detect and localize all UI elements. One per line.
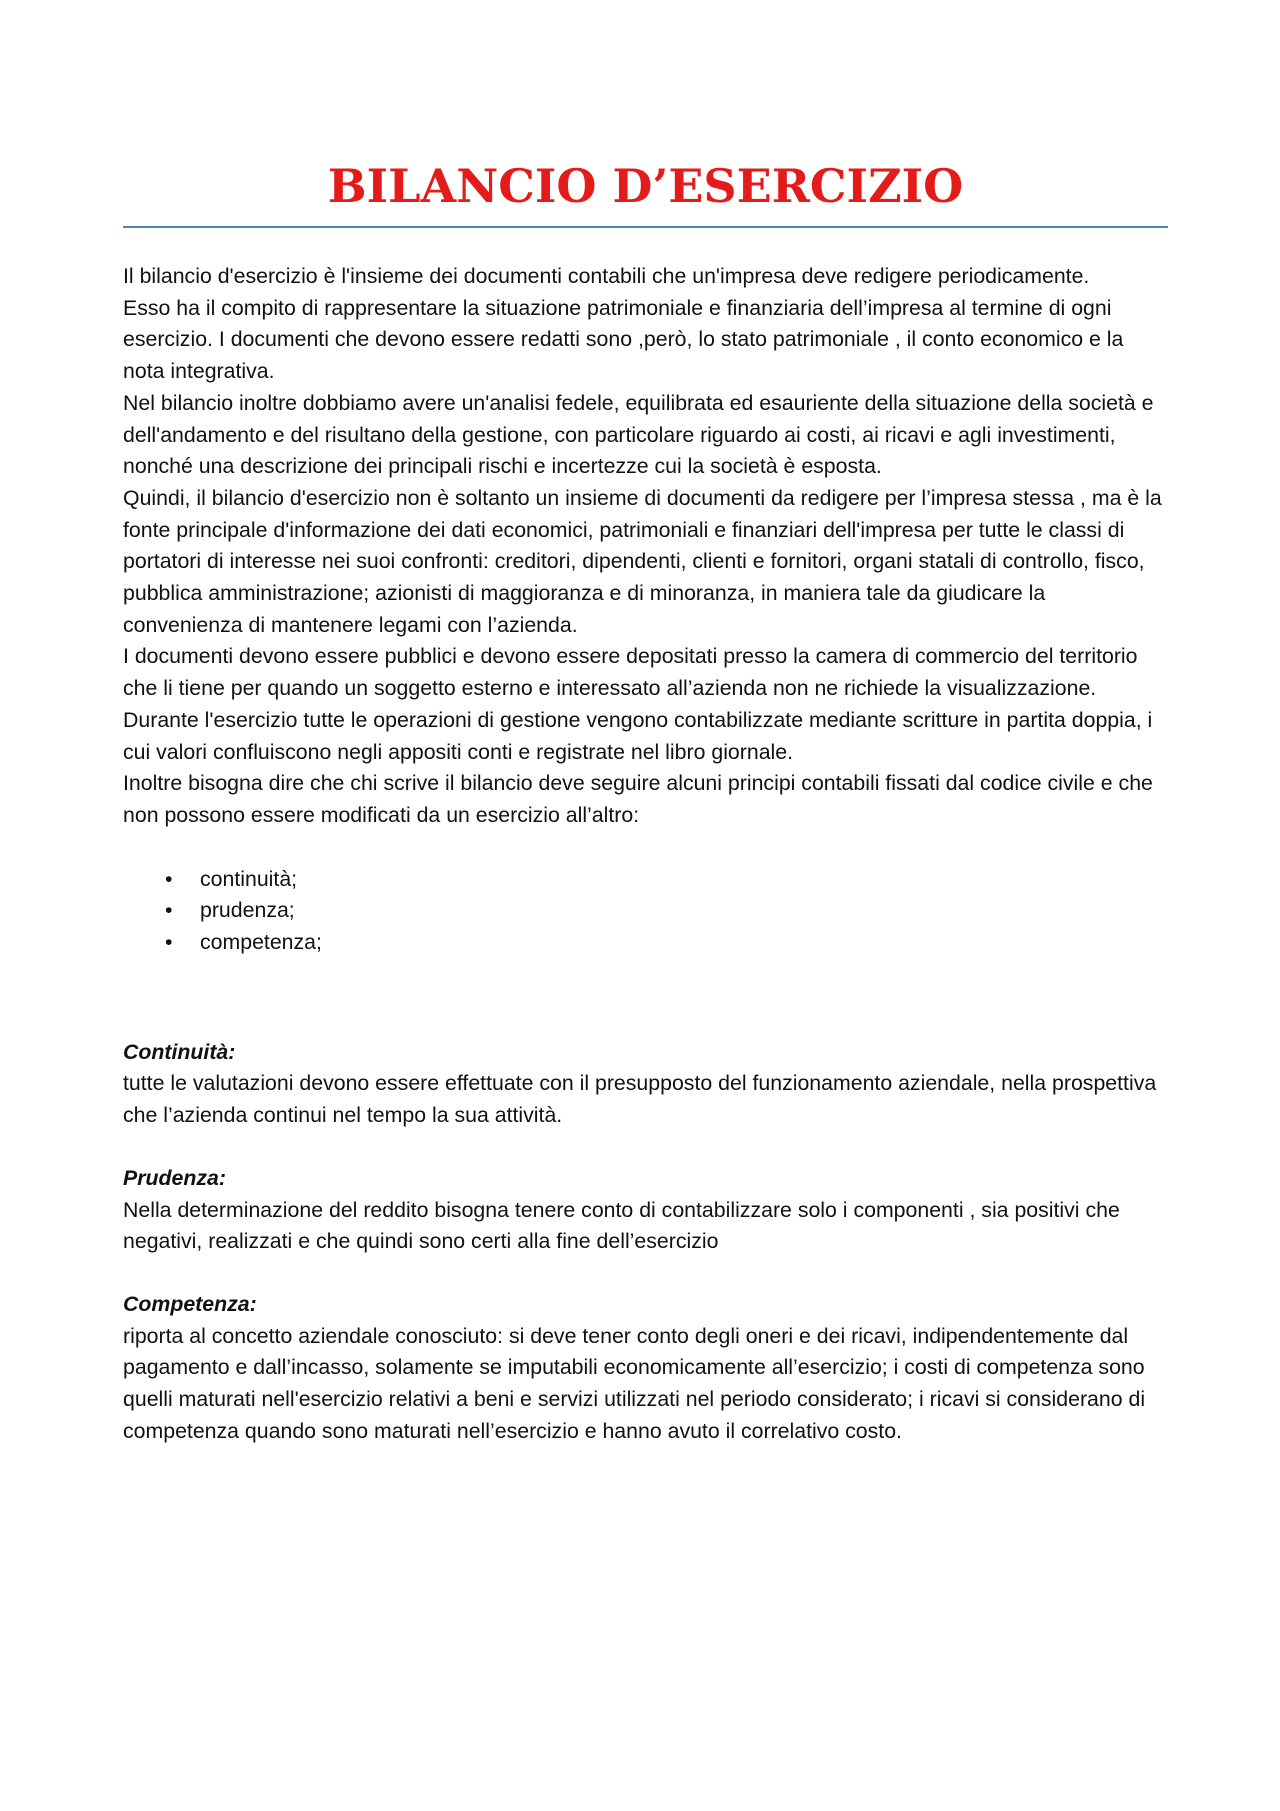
section-heading: Competenza:: [123, 1291, 257, 1316]
principles-list: [123, 864, 1168, 959]
list-item: [123, 864, 1168, 896]
bullet-icon: •: [165, 930, 173, 955]
section-heading: Continuità:: [123, 1039, 236, 1064]
document-title: BILANCIO D’ESERCIZIO: [123, 158, 1168, 228]
paragraph: Quindi, il bilancio d'esercizio non è soltanto un insieme di documenti da redigere per l’impresa stessa , ma è la fonte principale d'informazione dei dati economici, patrimoniali e finanziari dell'impresa per tutte le classi di portatori di interesse nei suoi confronti: creditori, dipendenti, clienti e fornitori, organi statali di controllo, fisco, pubblica amministrazione; azionisti di maggioranza e di minoranza, in maniera tale da giudicare la convenienza di mantenere legami con l’azienda.: [123, 485, 1162, 637]
section-competenza: [123, 1289, 1168, 1448]
paragraph: I documenti devono essere pubblici e devono essere depositati presso la camera di commercio del territorio che li tiene per quando un soggetto esterno e interessato all’azienda non ne richiede la visualizzazione.: [123, 644, 1138, 701]
paragraph: Il bilancio d'esercizio è l'insieme dei documenti contabili che un'impresa deve redigere periodicamente.: [123, 264, 1090, 288]
section-prudenza: [123, 1163, 1168, 1258]
section-continuita: [123, 1037, 1168, 1132]
list-item: [123, 895, 1168, 927]
paragraph: Inoltre bisogna dire che chi scrive il bilancio deve seguire alcuni principi contabili fissati dal codice civile e che non possono essere modificati da un esercizio all’altro:: [123, 771, 1153, 827]
list-item-label: prudenza;: [200, 898, 295, 923]
list-item: [123, 927, 1168, 959]
paragraph: Durante l'esercizio tutte le operazioni di gestione vengono contabilizzate mediante scritture in partita doppia, i cui valori confluiscono negli appositi conti e registrate nel libro giornale.: [123, 707, 1153, 764]
document-content: [123, 158, 1168, 1448]
section-heading: Prudenza:: [123, 1165, 226, 1190]
section-text: tutte le valutazioni devono essere effettuate con il presupposto del funzionamento aziendale, nella prospettiva che l’azienda continui nel tempo la sua attività.: [123, 1071, 1157, 1128]
section-text: riporta al concetto aziendale conosciuto: si deve tener conto degli oneri e dei ricavi, indipendentemente dal pagamento e dall’incasso, solamente se imputabili economicamente all’esercizio; i costi di competenza sono quelli maturati nell'esercizio relativi a beni e servizi utilizzati nel periodo considerato; i ricavi si considerano di competenza quando sono maturati nell’esercizio e hanno avuto il correlativo costo.: [123, 1323, 1146, 1443]
bullet-icon: •: [165, 866, 173, 891]
paragraph: Esso ha il compito di rappresentare la situazione patrimoniale e finanziaria dell’impresa al termine di ogni esercizio. I documenti che devono essere redatti sono ,però, lo stato patrimoniale , il conto economico e la nota integrativa.: [123, 295, 1124, 384]
list-item-label: continuità;: [200, 866, 298, 891]
bullet-icon: •: [165, 898, 173, 923]
document-body: [123, 261, 1168, 1448]
list-item-label: competenza;: [200, 930, 322, 955]
paragraph: Nel bilancio inoltre dobbiamo avere un'analisi fedele, equilibrata ed esauriente della situazione della società e dell'andamento e del risultano della gestione, con particolare riguardo ai costi, ai ricavi e agli investimenti, nonché una descrizione dei principali rischi e incertezze cui la società è esposta.: [123, 390, 1154, 479]
section-text: Nella determinazione del reddito bisogna tenere conto di contabilizzare solo i componenti , sia positivi che negativi, realizzati e che quindi sono certi alla fine dell’esercizio: [123, 1197, 1120, 1254]
